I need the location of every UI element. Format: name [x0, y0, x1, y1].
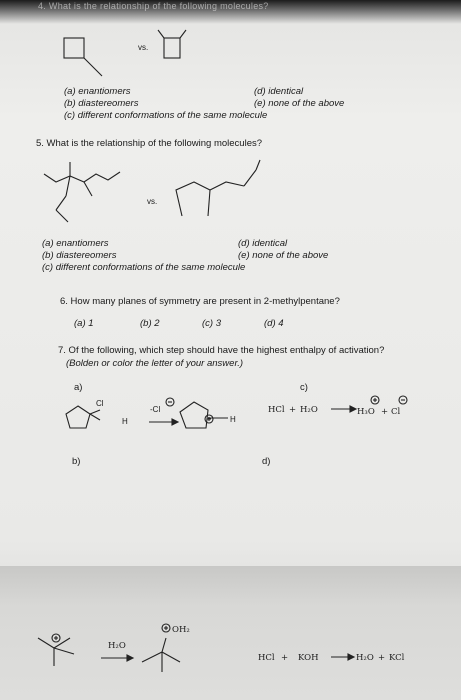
- q7d-hcl: HCl: [258, 653, 275, 663]
- q6-option-c: (c) 3: [202, 318, 221, 329]
- q7c-hcl: HCl: [268, 405, 285, 415]
- q7b-product-molecule: [140, 636, 200, 682]
- q7c-plus-1: +: [289, 405, 297, 415]
- q7d-plus-2: +: [378, 653, 386, 663]
- q7-label-b: b): [72, 456, 81, 467]
- q4-option-b: (b) diastereomers: [64, 98, 139, 109]
- q6-option-d: (d) 4: [264, 318, 284, 329]
- q4-vs-label: vs.: [138, 43, 149, 52]
- question-4-header: 4. What is the relationship of the following molecules?: [38, 1, 269, 11]
- q6-option-a: (a) 1: [74, 318, 94, 329]
- q6-option-b: (b) 2: [140, 318, 160, 329]
- q7a-cation-h-label: H: [230, 415, 236, 424]
- q7c-positive-charge-icon: [369, 394, 381, 406]
- q7a-chlorocyclopentane: [60, 402, 130, 450]
- q7d-water: H₂O: [356, 653, 374, 663]
- q5-option-b: (b) diastereomers: [42, 250, 117, 261]
- q7-label-d: d): [262, 456, 271, 467]
- q7b-reaction-arrow-icon: [100, 654, 134, 662]
- q7a-negative-charge-icon: [164, 396, 176, 408]
- q7a-cl-label: Cl: [96, 399, 104, 408]
- q7d-reaction-arrow-icon: [330, 653, 354, 661]
- q7a-h-label: H: [122, 417, 128, 426]
- q7d-plus-1: +: [281, 653, 289, 663]
- q5-option-c: (c) different conformations of the same molecule: [42, 262, 246, 273]
- q7-label-c: c): [300, 382, 308, 393]
- q7-question: 7. Of the following, which step should have the highest enthalpy of activation?: [58, 345, 385, 356]
- q7d-koh: KOH: [298, 653, 319, 663]
- q5-molecule-right: [170, 160, 270, 232]
- q5-vs-label: vs.: [147, 197, 158, 206]
- q4-option-d: (d) identical: [254, 86, 304, 97]
- lower-page-shadow: [0, 566, 461, 700]
- q5-molecule-left: [40, 160, 130, 230]
- q5-option-d: (d) identical: [238, 238, 288, 249]
- q7b-oxonium-charge-icon: [160, 622, 172, 634]
- q7a-reaction-arrow-icon: [148, 418, 178, 426]
- q7a-chloride-ion: -Cl: [150, 405, 161, 414]
- q7c-chloride: Cl: [391, 407, 401, 417]
- q6-question: 6. How many planes of symmetry are present in 2-methylpentane?: [60, 296, 340, 307]
- q7-label-a: a): [74, 382, 83, 393]
- q5-option-e: (e) none of the above: [238, 250, 329, 261]
- q4-option-c: (c) different conformations of the same molecule: [64, 110, 268, 121]
- q7c-reaction-arrow-icon: [330, 405, 356, 413]
- q7c-hydronium: H₃O: [357, 407, 375, 417]
- q7c-plus-2: +: [381, 407, 389, 417]
- q7c-negative-charge-icon: [397, 394, 409, 406]
- q7d-kcl: KCl: [389, 653, 405, 663]
- q5-question: 5. What is the relationship of the following molecules?: [36, 138, 263, 149]
- q4-cyclobutane-molecule: [62, 30, 112, 80]
- q7b-positive-charge-icon: [50, 632, 62, 644]
- q7b-water: H₂O: [108, 641, 126, 651]
- q7-instruction: (Bolden or color the letter of your answer.): [66, 358, 244, 369]
- q7b-oxonium: OH₂: [172, 625, 190, 635]
- q7a-positive-charge-icon: [203, 413, 215, 425]
- q4-option-e: (e) none of the above: [254, 98, 345, 109]
- q5-option-a: (a) enantiomers: [42, 238, 109, 249]
- q4-option-a: (a) enantiomers: [64, 86, 131, 97]
- q4-methylcyclobutane-molecule: [158, 28, 198, 64]
- q7c-water: H₂O: [300, 405, 318, 415]
